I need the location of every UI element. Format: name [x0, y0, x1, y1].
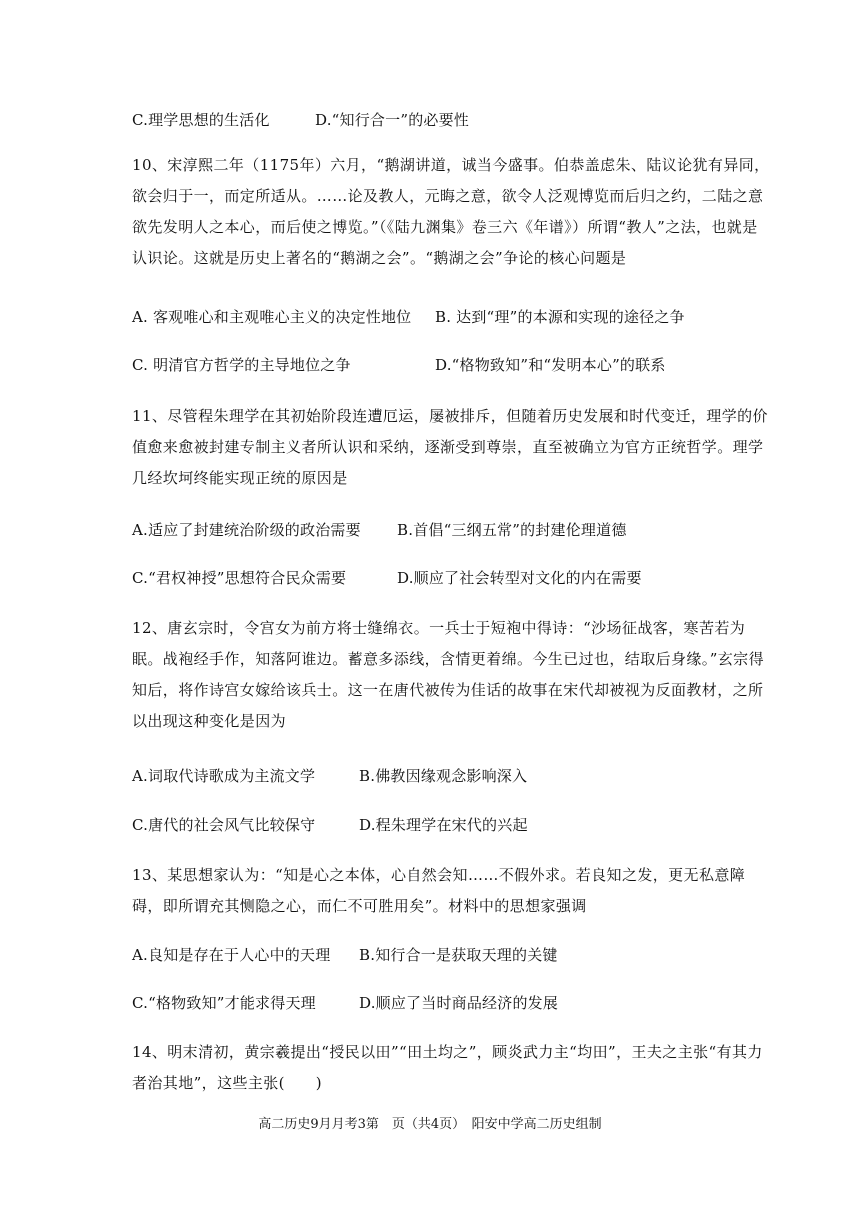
q10-option-d: D.“格物致知”和“发明本心”的联系: [435, 356, 666, 374]
q12-option-b: B.佛教因缘观念影响深入: [359, 767, 528, 785]
q12-options-cd: [132, 815, 528, 835]
q13-option-d: D.顺应了当时商品经济的发展: [359, 994, 559, 1012]
q9-options-cd: [132, 110, 469, 130]
page-footer: 高二历史9月月考3第 页（共4页） 阳安中学高二历史组制: [258, 1117, 602, 1132]
q10-options-ab: [132, 307, 685, 327]
q12-option-a: A.词取代诗歌成为主流文学: [132, 767, 316, 785]
q10-option-a: A. 客观唯心和主观唯心主义的决定性地位: [132, 308, 412, 326]
q10-stem: 10、宋淳熙二年（1175年）六月，“鹅湖讲道，诚当今盛事。伯恭盖虑朱、陆议论犹有异同，欲会归于一，而定所适从。……论及教人，元晦之意，欲令人泛观博览而后归之约，二陆之意欲先发明人之本心，而后使之博览。”（《陆九渊集》卷三六《年谱》）所谓“教人”之法，也就是认识论。这就是历史上著名的“鹅湖之会”。“鹅湖之会”争论的核心问题是: [132, 156, 770, 267]
q9-option-c: C.理学思想的生活化: [132, 111, 270, 129]
q11-option-d: D.顺应了社会转型对文化的内在需要: [397, 569, 642, 587]
q11-options-cd: [132, 568, 642, 588]
q14-stem: 14、明末清初，黄宗羲提出“授民以田”“田土均之”，顾炎武力主“均田”，王夫之主张“有其力者治其地”，这些主张( ): [132, 1043, 763, 1092]
q13-option-a: A.良知是存在于人心中的天理: [132, 946, 331, 964]
q11-options-ab: [132, 520, 627, 540]
q10-option-b: B. 达到“理”的本源和实现的途径之争: [435, 308, 685, 326]
q12-option-d: D.程朱理学在宋代的兴起: [359, 816, 528, 834]
q12-option-c: C.唐代的社会风气比较保守: [132, 816, 316, 834]
q13-options-cd: [132, 993, 558, 1013]
q12-options-ab: [132, 766, 527, 786]
q13-option-b: B.知行合一是获取天理的关键: [359, 946, 558, 964]
q10-options-cd: [132, 355, 666, 375]
q13-stem: 13、某思想家认为：“知是心之本体，心自然会知……不假外求。若良知之发，更无私意障碍，即所谓充其恻隐之心，而仁不可胜用矣”。材料中的思想家强调: [132, 866, 746, 915]
q11-option-b: B.首倡“三纲五常”的封建伦理道德: [397, 521, 627, 539]
q11-option-c: C.“君权神授”思想符合民众需要: [132, 569, 347, 587]
q13-options-ab: [132, 945, 558, 965]
q10-option-c: C. 明清官方哲学的主导地位之争: [132, 356, 351, 374]
q11-option-a: A.适应了封建统治阶级的政治需要: [132, 521, 361, 539]
q13-option-c: C.“格物致知”才能求得天理: [132, 994, 316, 1012]
q9-option-d: D.“知行合一”的必要性: [315, 111, 469, 129]
q12-stem: 12、唐玄宗时，令宫女为前方将士缝绵衣。一兵士于短袍中得诗：“沙场征战客，寒苦若为眠。战袍经手作，知落阿谁边。蓄意多添线，含情更着绵。今生已过也，结取后身缘。”玄宗得知后，将作诗宫女嫁给该兵士。这一在唐代被传为佳话的故事在宋代却被视为反面教材，之所以出现这种变化是因为: [132, 619, 764, 730]
q11-stem: 11、尽管程朱理学在其初始阶段连遭厄运，屡被排斥，但随着历史发展和时代变迁，理学的价值愈来愈被封建专制主义者所认识和采纳，逐渐受到尊崇，直至被确立为官方正统哲学。理学几经坎坷终能实现正统的原因是: [132, 407, 768, 487]
